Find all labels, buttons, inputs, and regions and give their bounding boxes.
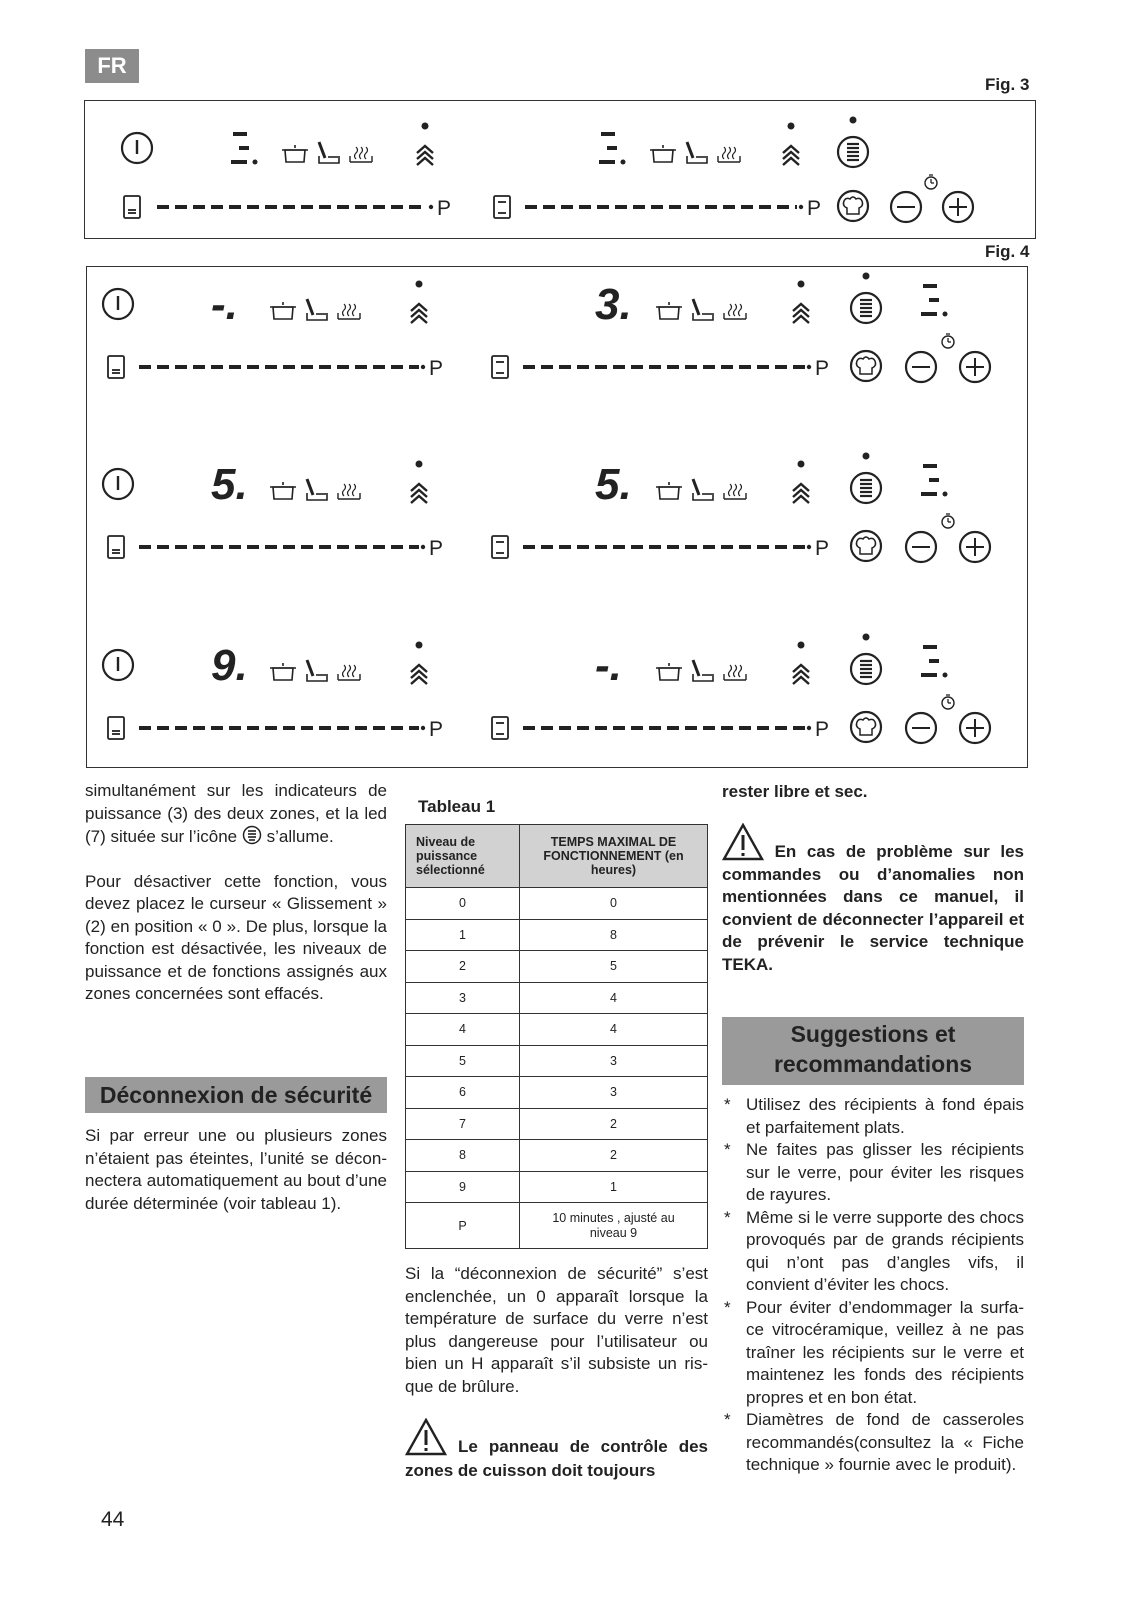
table-row bbox=[406, 1108, 708, 1140]
table-cell-level: 7 bbox=[406, 1108, 520, 1140]
table-cell-time: 4 bbox=[520, 982, 708, 1014]
power-level-display bbox=[921, 647, 948, 678]
pan-icon bbox=[693, 479, 713, 500]
power-level-display bbox=[595, 641, 622, 690]
suggestion-item: * Utilisez des récipients à fond épais et parfaitement plats. bbox=[722, 1094, 1024, 1139]
fig3-label: Fig. 3 bbox=[985, 75, 1030, 94]
power-level-display bbox=[231, 134, 258, 165]
chef-icon bbox=[838, 191, 868, 221]
table-row bbox=[406, 951, 708, 983]
warning-text: Le panneau de contrôle des zones de cuisson doit toujours bbox=[405, 1437, 708, 1480]
steam-icon bbox=[350, 147, 372, 162]
fig4-label: Fig. 4 bbox=[985, 242, 1030, 261]
slider-end-label: P bbox=[815, 537, 830, 560]
zone-icon bbox=[108, 536, 124, 558]
steam-icon bbox=[718, 147, 740, 162]
chef-icon bbox=[851, 351, 881, 381]
fig4-diagram bbox=[87, 267, 1027, 767]
power-level-display bbox=[595, 280, 632, 329]
hold-icon bbox=[851, 273, 881, 324]
slider-icon bbox=[523, 357, 829, 380]
table-header-level: Niveau de puissance sélectionné bbox=[406, 825, 520, 888]
slider-end-label: P bbox=[807, 197, 822, 220]
power-icon bbox=[103, 469, 133, 499]
power-icon bbox=[103, 289, 133, 319]
table-cell-time: 1 bbox=[520, 1171, 708, 1203]
slider-icon bbox=[139, 357, 443, 380]
boost-icon bbox=[417, 123, 433, 166]
steam-icon bbox=[724, 484, 746, 499]
svg-text:-.: -. bbox=[595, 641, 622, 690]
timer-icon bbox=[942, 334, 954, 348]
zone-icon bbox=[108, 717, 124, 739]
power-level-display bbox=[211, 641, 248, 690]
table-cell-time: 3 bbox=[520, 1077, 708, 1109]
table-title: Tableau 1 bbox=[418, 797, 496, 816]
table-row bbox=[406, 919, 708, 951]
minus-icon bbox=[891, 192, 921, 222]
plus-icon bbox=[943, 192, 973, 222]
warning-icon bbox=[405, 1418, 447, 1456]
pan-icon bbox=[693, 660, 713, 681]
table-cell-level: 0 bbox=[406, 888, 520, 920]
boost-icon bbox=[411, 281, 427, 324]
pot-icon bbox=[656, 302, 682, 319]
table-cell-time: 10 minutes , ajusté au niveau 9 bbox=[520, 1203, 708, 1249]
hold-icon bbox=[851, 634, 881, 685]
table-row bbox=[406, 1203, 708, 1249]
table-cell-level: 1 bbox=[406, 919, 520, 951]
boost-icon bbox=[793, 461, 809, 504]
svg-text:9.: 9. bbox=[211, 641, 248, 690]
paragraph-power-indicators bbox=[85, 780, 387, 849]
power-level-display bbox=[921, 286, 948, 317]
pan-icon bbox=[307, 299, 327, 320]
slider-end-label: P bbox=[429, 357, 444, 380]
pot-icon bbox=[656, 482, 682, 499]
minus-icon bbox=[906, 352, 936, 382]
suggestion-item: * Même si le verre supporte des chocs provoqués par de grands récipients qui n’ont pas d’angles vifs, il convient d’éviter les chocs. bbox=[722, 1207, 1024, 1297]
suggestion-item: * Diamètres de fond de casseroles recommandés(consultez la « Fiche technique » fournie avec le produit). bbox=[722, 1409, 1024, 1477]
pan-icon bbox=[693, 299, 713, 320]
pan-icon bbox=[307, 479, 327, 500]
timer-icon bbox=[925, 175, 937, 189]
plus-icon bbox=[960, 713, 990, 743]
pot-icon bbox=[656, 663, 682, 680]
steam-icon bbox=[338, 304, 360, 319]
power-icon bbox=[103, 650, 133, 680]
section-title-suggestions: Suggestions et recommandations bbox=[722, 1017, 1024, 1085]
pan-icon bbox=[687, 142, 707, 163]
page-number: 44 bbox=[101, 1508, 125, 1531]
boost-icon bbox=[783, 123, 799, 166]
power-level-display bbox=[921, 466, 948, 497]
chef-icon bbox=[851, 531, 881, 561]
table-cell-time: 0 bbox=[520, 888, 708, 920]
zone-icon bbox=[494, 196, 510, 218]
suggestion-item: * Ne faites pas glisser les récipients sur le verre, pour éviter les risques de rayures. bbox=[722, 1139, 1024, 1207]
table-cell-level: 3 bbox=[406, 982, 520, 1014]
steam-icon bbox=[338, 665, 360, 680]
hold-icon bbox=[851, 453, 881, 504]
slider-icon bbox=[157, 197, 451, 220]
slider-icon bbox=[139, 537, 443, 560]
table-cell-time: 5 bbox=[520, 951, 708, 983]
table-row bbox=[406, 1014, 708, 1046]
pot-icon bbox=[650, 145, 676, 162]
table-header-time: TEMPS MAXIMAL DE FONCTIONNEMENT (en heures) bbox=[520, 825, 708, 888]
table-row bbox=[406, 1140, 708, 1172]
section-title-safety: Déconnexion de sécurité bbox=[85, 1077, 387, 1113]
suggestion-item: * Pour éviter d’endommager la surfa- ce vitrocéramique, veillez à ne pas traîner les récipients sur le verre et maintenez les fonds des récipients propres et en bon état. bbox=[722, 1297, 1024, 1410]
power-icon bbox=[122, 133, 152, 163]
slider-icon bbox=[525, 197, 821, 220]
suggestions-list-wrap bbox=[722, 1094, 1024, 1477]
warning-panel-clean bbox=[405, 1418, 708, 1483]
boost-icon bbox=[793, 642, 809, 685]
zone-icon bbox=[124, 196, 140, 218]
table-cell-level: P bbox=[406, 1203, 520, 1249]
zone-icon bbox=[492, 356, 508, 378]
table-cell-time: 8 bbox=[520, 919, 708, 951]
slider-end-label: P bbox=[815, 357, 830, 380]
table-row bbox=[406, 1045, 708, 1077]
plus-icon bbox=[960, 532, 990, 562]
svg-text:5.: 5. bbox=[211, 460, 248, 509]
steam-icon bbox=[724, 665, 746, 680]
warning-icon bbox=[722, 823, 764, 861]
slider-icon bbox=[523, 718, 829, 741]
table-cell-time: 3 bbox=[520, 1045, 708, 1077]
boost-icon bbox=[793, 281, 809, 324]
left-column bbox=[85, 780, 387, 1006]
minus-icon bbox=[906, 713, 936, 743]
table-cell-level: 4 bbox=[406, 1014, 520, 1046]
zone-icon bbox=[492, 717, 508, 739]
fig3-diagram bbox=[85, 101, 1035, 238]
power-level-display bbox=[211, 280, 238, 329]
timer-icon bbox=[942, 514, 954, 528]
slider-end-label: P bbox=[437, 197, 452, 220]
steam-icon bbox=[338, 484, 360, 499]
continued-text: rester libre et sec. bbox=[722, 782, 868, 801]
power-level-display bbox=[599, 134, 626, 165]
pan-icon bbox=[307, 660, 327, 681]
plus-icon bbox=[960, 352, 990, 382]
warning-problems-text: En cas de problème sur les commandes ou d’anomalies non mentionnées dans ce manuel, il convient de déconnecter l’appareil et de prévenir le service technique TEKA. bbox=[722, 842, 1024, 974]
boost-icon bbox=[411, 642, 427, 685]
para1-text-end: s’allume. bbox=[266, 827, 334, 846]
chef-icon bbox=[851, 712, 881, 742]
slider-icon bbox=[139, 718, 443, 741]
table-cell-time: 2 bbox=[520, 1108, 708, 1140]
hold-icon bbox=[242, 825, 262, 845]
svg-text:-.: -. bbox=[211, 280, 238, 329]
pan-icon bbox=[319, 142, 339, 163]
table-cell-time: 4 bbox=[520, 1014, 708, 1046]
slider-end-label: P bbox=[429, 537, 444, 560]
warning-problems bbox=[722, 823, 1024, 976]
language-tag: FR bbox=[85, 49, 139, 83]
paragraph-safety-display: Si la “déconnexion de sécurité” s’est enclenchée, un 0 apparaît lorsque la température de surface du verre n’est plus dangereuse pour l’utilisateur ou bien un H apparaît s’il subsiste un ris- que de brûlure. bbox=[405, 1264, 708, 1396]
timer-icon bbox=[942, 695, 954, 709]
slider-icon bbox=[523, 537, 829, 560]
steam-icon bbox=[724, 304, 746, 319]
table-cell-level: 6 bbox=[406, 1077, 520, 1109]
table-cell-level: 9 bbox=[406, 1171, 520, 1203]
table-row bbox=[406, 1171, 708, 1203]
slider-end-label: P bbox=[429, 718, 444, 741]
suggestions-list bbox=[722, 1094, 1024, 1477]
minus-icon bbox=[906, 532, 936, 562]
table-row bbox=[406, 888, 708, 920]
zone-icon bbox=[492, 536, 508, 558]
fig3-control-panel bbox=[84, 100, 1036, 239]
safety-time-table bbox=[405, 824, 708, 1249]
zone-icon bbox=[108, 356, 124, 378]
pot-icon bbox=[270, 302, 296, 319]
table-row bbox=[406, 1077, 708, 1109]
pot-icon bbox=[270, 663, 296, 680]
hold-icon bbox=[838, 117, 868, 168]
pot-icon bbox=[270, 482, 296, 499]
table-row bbox=[406, 982, 708, 1014]
power-level-display bbox=[211, 460, 248, 509]
paragraph-safety: Si par erreur une ou plusieurs zones n’étaient pas éteintes, l’unité se décon- nectera automatiquement au bout d’une durée déterminée (voir tableau 1). bbox=[85, 1126, 387, 1213]
pot-icon bbox=[282, 145, 308, 162]
table-cell-level: 8 bbox=[406, 1140, 520, 1172]
fig4-control-panel bbox=[86, 266, 1028, 768]
svg-text:5.: 5. bbox=[595, 460, 632, 509]
svg-text:3.: 3. bbox=[595, 280, 632, 329]
power-level-display bbox=[595, 460, 632, 509]
para1-text: simultanément sur les indicateurs de puissance (3) des deux zones, et la led (7) située sur l’icône bbox=[85, 781, 387, 846]
boost-icon bbox=[411, 461, 427, 504]
table-cell-level: 2 bbox=[406, 951, 520, 983]
table-cell-level: 5 bbox=[406, 1045, 520, 1077]
table-cell-time: 2 bbox=[520, 1140, 708, 1172]
slider-end-label: P bbox=[815, 718, 830, 741]
paragraph-deactivate: Pour désactiver cette fonction, vous devez placez le curseur « Glissement » (2) en position « 0 ». De plus, lorsque la fonction est désactivée, les niveaux de puissance et de fonctions assignés aux zones concernées sont effacés. bbox=[85, 871, 387, 1003]
